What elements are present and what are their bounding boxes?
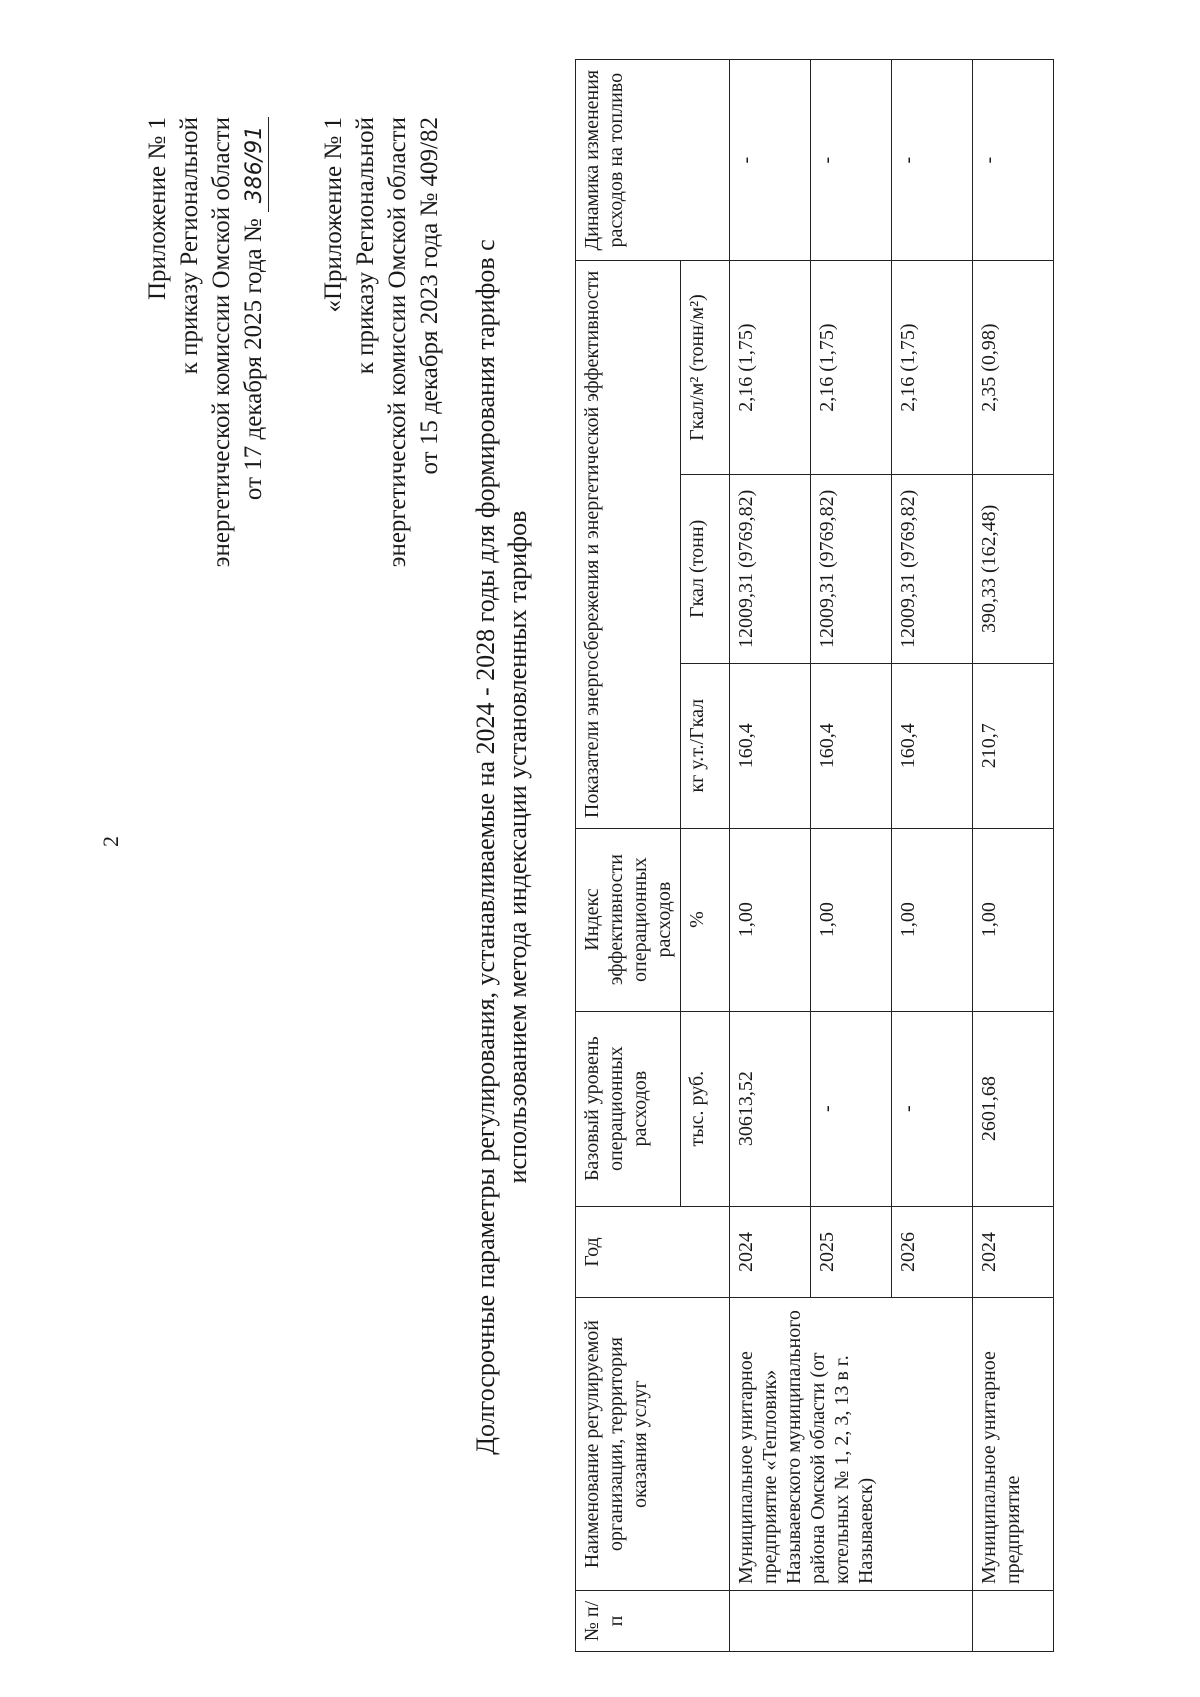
fuel-rate-cell: 210,7 xyxy=(973,663,1054,828)
specific-loss-cell: 2,16 (1,75) xyxy=(730,261,811,474)
base-cost-cell: - xyxy=(892,1011,973,1206)
fuel-dynamics-cell: - xyxy=(892,60,973,261)
header-row xyxy=(576,60,681,1652)
base-cost-cell: 2601,68 xyxy=(973,1011,1054,1206)
row-number-cell xyxy=(973,1591,1054,1652)
organization-name-1: Муниципальное унитарное предприятие «Тепловик» Называевского муниципального района Омской области (от котельных № 1, 2, 3, 13 в г. Называевск) xyxy=(730,1298,973,1591)
current-order-header xyxy=(142,117,270,567)
previous-order-reference: к приказу Региональной xyxy=(352,117,379,375)
order-date-line xyxy=(238,117,270,567)
commission-name: энергетической комиссии Омской области xyxy=(208,117,235,568)
heat-loss-cell: 390,33 (162,48) xyxy=(973,474,1054,663)
unit-base: тыс. руб. xyxy=(681,1011,730,1206)
unit-index: % xyxy=(681,828,730,1011)
year-cell: 2024 xyxy=(973,1206,1054,1297)
previous-order-date: от 15 декабря 2023 года № 409/82 xyxy=(416,117,443,475)
title-line-2: использованием метода индексации установленных тарифов xyxy=(503,510,532,1184)
parameters-table-wrap xyxy=(575,59,1054,1652)
col-header-num: № п/п xyxy=(576,1591,730,1652)
parameters-table xyxy=(575,59,1054,1652)
fuel-dynamics-cell: - xyxy=(811,60,892,261)
fuel-dynamics-cell: - xyxy=(973,60,1054,261)
handwritten-order-number: 386/91 xyxy=(242,117,269,212)
efficiency-index-cell: 1,00 xyxy=(811,828,892,1011)
col-header-fuel: Динамика изменения расходов на топливо xyxy=(576,60,730,261)
efficiency-index-cell: 1,00 xyxy=(730,828,811,1011)
document-title xyxy=(470,77,534,1617)
col-header-org: Наименование регулируемой организации, территория оказания услуг xyxy=(576,1298,730,1591)
previous-order-header xyxy=(318,117,446,567)
year-cell: 2024 xyxy=(730,1206,811,1297)
order-date: от 17 декабря 2025 года № xyxy=(240,218,267,501)
base-cost-cell: 30613,52 xyxy=(730,1011,811,1206)
col-header-index: Индекс эффективности операционных расходов xyxy=(576,828,681,1011)
col-header-base: Базовый уровень операционных расходов xyxy=(576,1011,681,1206)
opening-quote: « xyxy=(320,300,347,313)
col-header-energy: Показатели энергосбережения и энергетической эффективности xyxy=(576,261,681,828)
efficiency-index-cell: 1,00 xyxy=(973,828,1054,1011)
order-reference: к приказу Региональной xyxy=(176,117,203,375)
heat-loss-cell: 12009,31 (9769,82) xyxy=(730,474,811,663)
unit-gcal-m2: Гкал/м² (тонн/м²) xyxy=(681,261,730,474)
title-line-1: Долгосрочные параметры регулирования, устанавливаемые на 2024 - 2028 годы для формирования тарифов с xyxy=(471,239,500,1455)
unit-gcal: Гкал (тонн) xyxy=(681,474,730,663)
table-row xyxy=(973,60,1054,1652)
specific-loss-cell: 2,16 (1,75) xyxy=(892,261,973,474)
heat-loss-cell: 12009,31 (9769,82) xyxy=(892,474,973,663)
row-number-cell xyxy=(730,1591,973,1652)
heat-loss-cell: 12009,31 (9769,82) xyxy=(811,474,892,663)
organization-name-2: Муниципальное унитарное предприятие xyxy=(973,1298,1054,1591)
appendix-label: Приложение № 1 xyxy=(144,117,171,301)
previous-appendix-label: «Приложение № 1 xyxy=(320,117,347,313)
fuel-dynamics-cell: - xyxy=(730,60,811,261)
col-header-year: Год xyxy=(576,1206,730,1297)
year-cell: 2026 xyxy=(892,1206,973,1297)
year-cell: 2025 xyxy=(811,1206,892,1297)
previous-commission-name: энергетической комиссии Омской области xyxy=(384,117,411,568)
fuel-rate-cell: 160,4 xyxy=(811,663,892,828)
specific-loss-cell: 2,35 (0,98) xyxy=(973,261,1054,474)
specific-loss-cell: 2,16 (1,75) xyxy=(811,261,892,474)
efficiency-index-cell: 1,00 xyxy=(892,828,973,1011)
fuel-rate-cell: 160,4 xyxy=(730,663,811,828)
fuel-rate-cell: 160,4 xyxy=(892,663,973,828)
table-row xyxy=(730,60,811,1652)
unit-kg: кг у.т./Гкал xyxy=(681,663,730,828)
base-cost-cell: - xyxy=(811,1011,892,1206)
page-number: 2 xyxy=(98,836,123,847)
